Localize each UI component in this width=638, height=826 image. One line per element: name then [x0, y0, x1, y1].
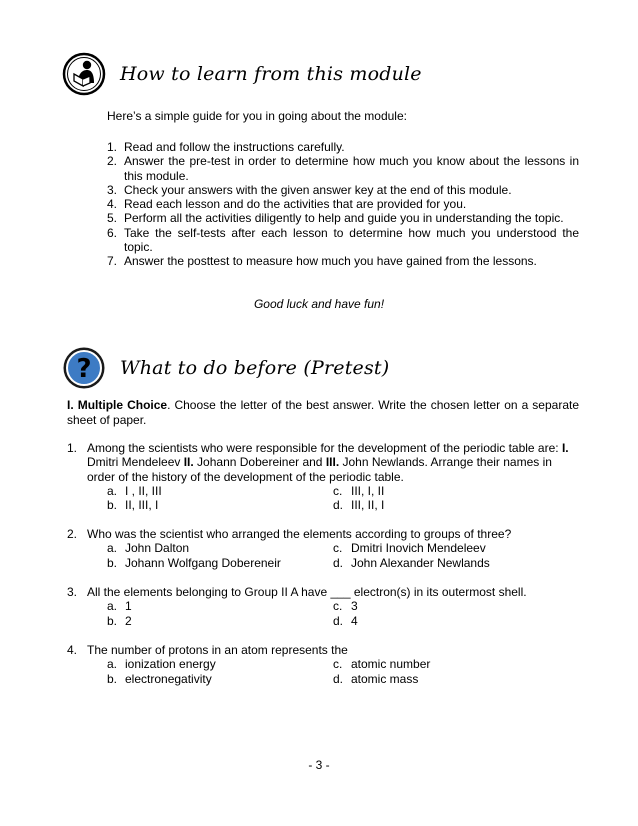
option-text: Johann Wolfgang Dobereneir: [125, 555, 281, 570]
list-item: [107, 183, 579, 197]
question-4: [67, 643, 579, 686]
option-text: I , II, III: [125, 483, 162, 498]
option-row: [107, 672, 579, 686]
option-letter: c.: [333, 541, 343, 556]
step-number: 1.: [107, 140, 118, 154]
option-letter: b.: [107, 555, 118, 570]
instruction-text: . Choose the letter of the best answer. Write the chosen letter on a separate sheet of paper.: [67, 398, 580, 427]
section-title: How to learn from this module: [120, 63, 422, 85]
step-number: 7.: [107, 254, 118, 269]
option-text: 2: [125, 613, 132, 628]
step-text: Read each lesson and do the activities that are provided for you.: [124, 197, 467, 212]
option-text: atomic number: [351, 657, 431, 672]
option-letter: b.: [107, 613, 118, 628]
option-letter: d.: [333, 498, 344, 513]
option-row: [107, 657, 579, 671]
option-text: II, III, I: [125, 498, 159, 513]
answer-options: [107, 657, 579, 686]
section-title: What to do before (Pretest): [120, 357, 390, 379]
option-text: III, II, I: [351, 498, 385, 513]
option-letter: a.: [107, 483, 118, 498]
roman-numeral: II.: [183, 455, 194, 470]
reading-person-icon: [62, 52, 106, 96]
list-item: [107, 211, 579, 225]
question-number: 3.: [67, 585, 78, 599]
option-letter: a.: [107, 599, 118, 614]
roman-numeral: I.: [561, 441, 569, 455]
question-text: The number of protons in an atom represents the: [87, 643, 348, 657]
section-header-how-to-learn: [62, 52, 422, 96]
question-2: [67, 527, 579, 570]
option-text: Dmitri Inovich Mendeleev: [351, 541, 486, 556]
question-text: All the elements belonging to Group II A have ___ electron(s) in its outermost shell.: [87, 585, 527, 599]
question-text: [87, 441, 579, 484]
step-text: Check your answers with the given answer key at the end of this module.: [124, 182, 512, 197]
option-letter: b.: [107, 498, 118, 513]
question-mark-icon: [62, 346, 106, 390]
option-text: John Dalton: [125, 541, 190, 556]
roman-numeral: III.: [325, 455, 340, 470]
option-letter: d.: [333, 555, 344, 570]
list-item: [107, 154, 579, 183]
step-text: Read and follow the instructions carefully.: [124, 140, 345, 154]
option-text: 3: [351, 599, 358, 614]
question-1: [67, 441, 579, 512]
question-text-part: Johann Dobereiner and: [193, 455, 326, 470]
question-number: 2.: [67, 527, 78, 541]
option-letter: c.: [333, 599, 343, 614]
option-letter: d.: [333, 671, 344, 686]
question-text-part: Dmitri Mendeleev: [87, 455, 184, 470]
question-text-part: Among the scientists who were responsible for the development of the periodic table are:: [87, 441, 562, 455]
option-letter: d.: [333, 613, 344, 628]
option-text: 1: [125, 599, 132, 614]
closing-message: Good luck and have fun!: [253, 297, 385, 311]
option-text: ionization energy: [125, 657, 216, 672]
option-row: [107, 498, 579, 512]
option-row: [107, 541, 579, 555]
step-number: 5.: [107, 211, 118, 226]
option-text: 4: [351, 613, 358, 628]
option-text: electronegativity: [125, 671, 212, 686]
list-item: [107, 140, 579, 154]
step-number: 2.: [107, 154, 118, 169]
instruction-heading: I. Multiple Choice: [67, 398, 168, 412]
question-3: [67, 585, 579, 628]
guide-intro: Here’s a simple guide for you in going about the module:: [107, 109, 407, 123]
option-row: [107, 556, 579, 570]
answer-options: [107, 541, 579, 570]
option-row: [107, 484, 579, 498]
question-text: Who was the scientist who arranged the elements according to groups of three?: [87, 527, 512, 541]
option-letter: a.: [107, 541, 118, 556]
step-text: Answer the posttest to measure how much you have gained from the lessons.: [124, 254, 537, 269]
step-number: 6.: [107, 225, 118, 240]
option-text: John Alexander Newlands: [351, 555, 490, 570]
option-row: [107, 614, 579, 628]
section-header-pretest: [62, 346, 389, 390]
option-text: III, I, II: [351, 483, 385, 498]
question-text-part: John Newlands. Arrange their names in order of the history of the development of the periodic table.: [87, 455, 552, 484]
option-row: [107, 599, 579, 613]
list-item: [107, 254, 579, 268]
step-text: Answer the pre-test in order to determine how much you know about the lessons in this module.: [124, 154, 579, 183]
answer-options: [107, 599, 579, 628]
question-number: 4.: [67, 643, 78, 657]
svg-text:?: ?: [76, 354, 92, 384]
option-letter: c.: [333, 657, 343, 672]
step-text: Perform all the activities diligently to help and guide you in understanding the topic.: [124, 211, 564, 226]
list-item: [107, 197, 579, 211]
option-letter: c.: [333, 483, 343, 498]
step-number: 4.: [107, 197, 118, 212]
answer-options: [107, 484, 579, 513]
page-number: - 3 -: [308, 758, 330, 772]
step-text: Take the self-tests after each lesson to determine how much you understood the topic.: [124, 225, 579, 255]
step-number: 3.: [107, 182, 118, 197]
guide-steps-list: [107, 140, 579, 269]
option-text: atomic mass: [351, 671, 419, 686]
option-letter: a.: [107, 657, 118, 672]
list-item: [107, 226, 579, 255]
multiple-choice-instructions: [67, 398, 579, 428]
question-number: 1.: [67, 441, 78, 455]
option-letter: b.: [107, 671, 118, 686]
